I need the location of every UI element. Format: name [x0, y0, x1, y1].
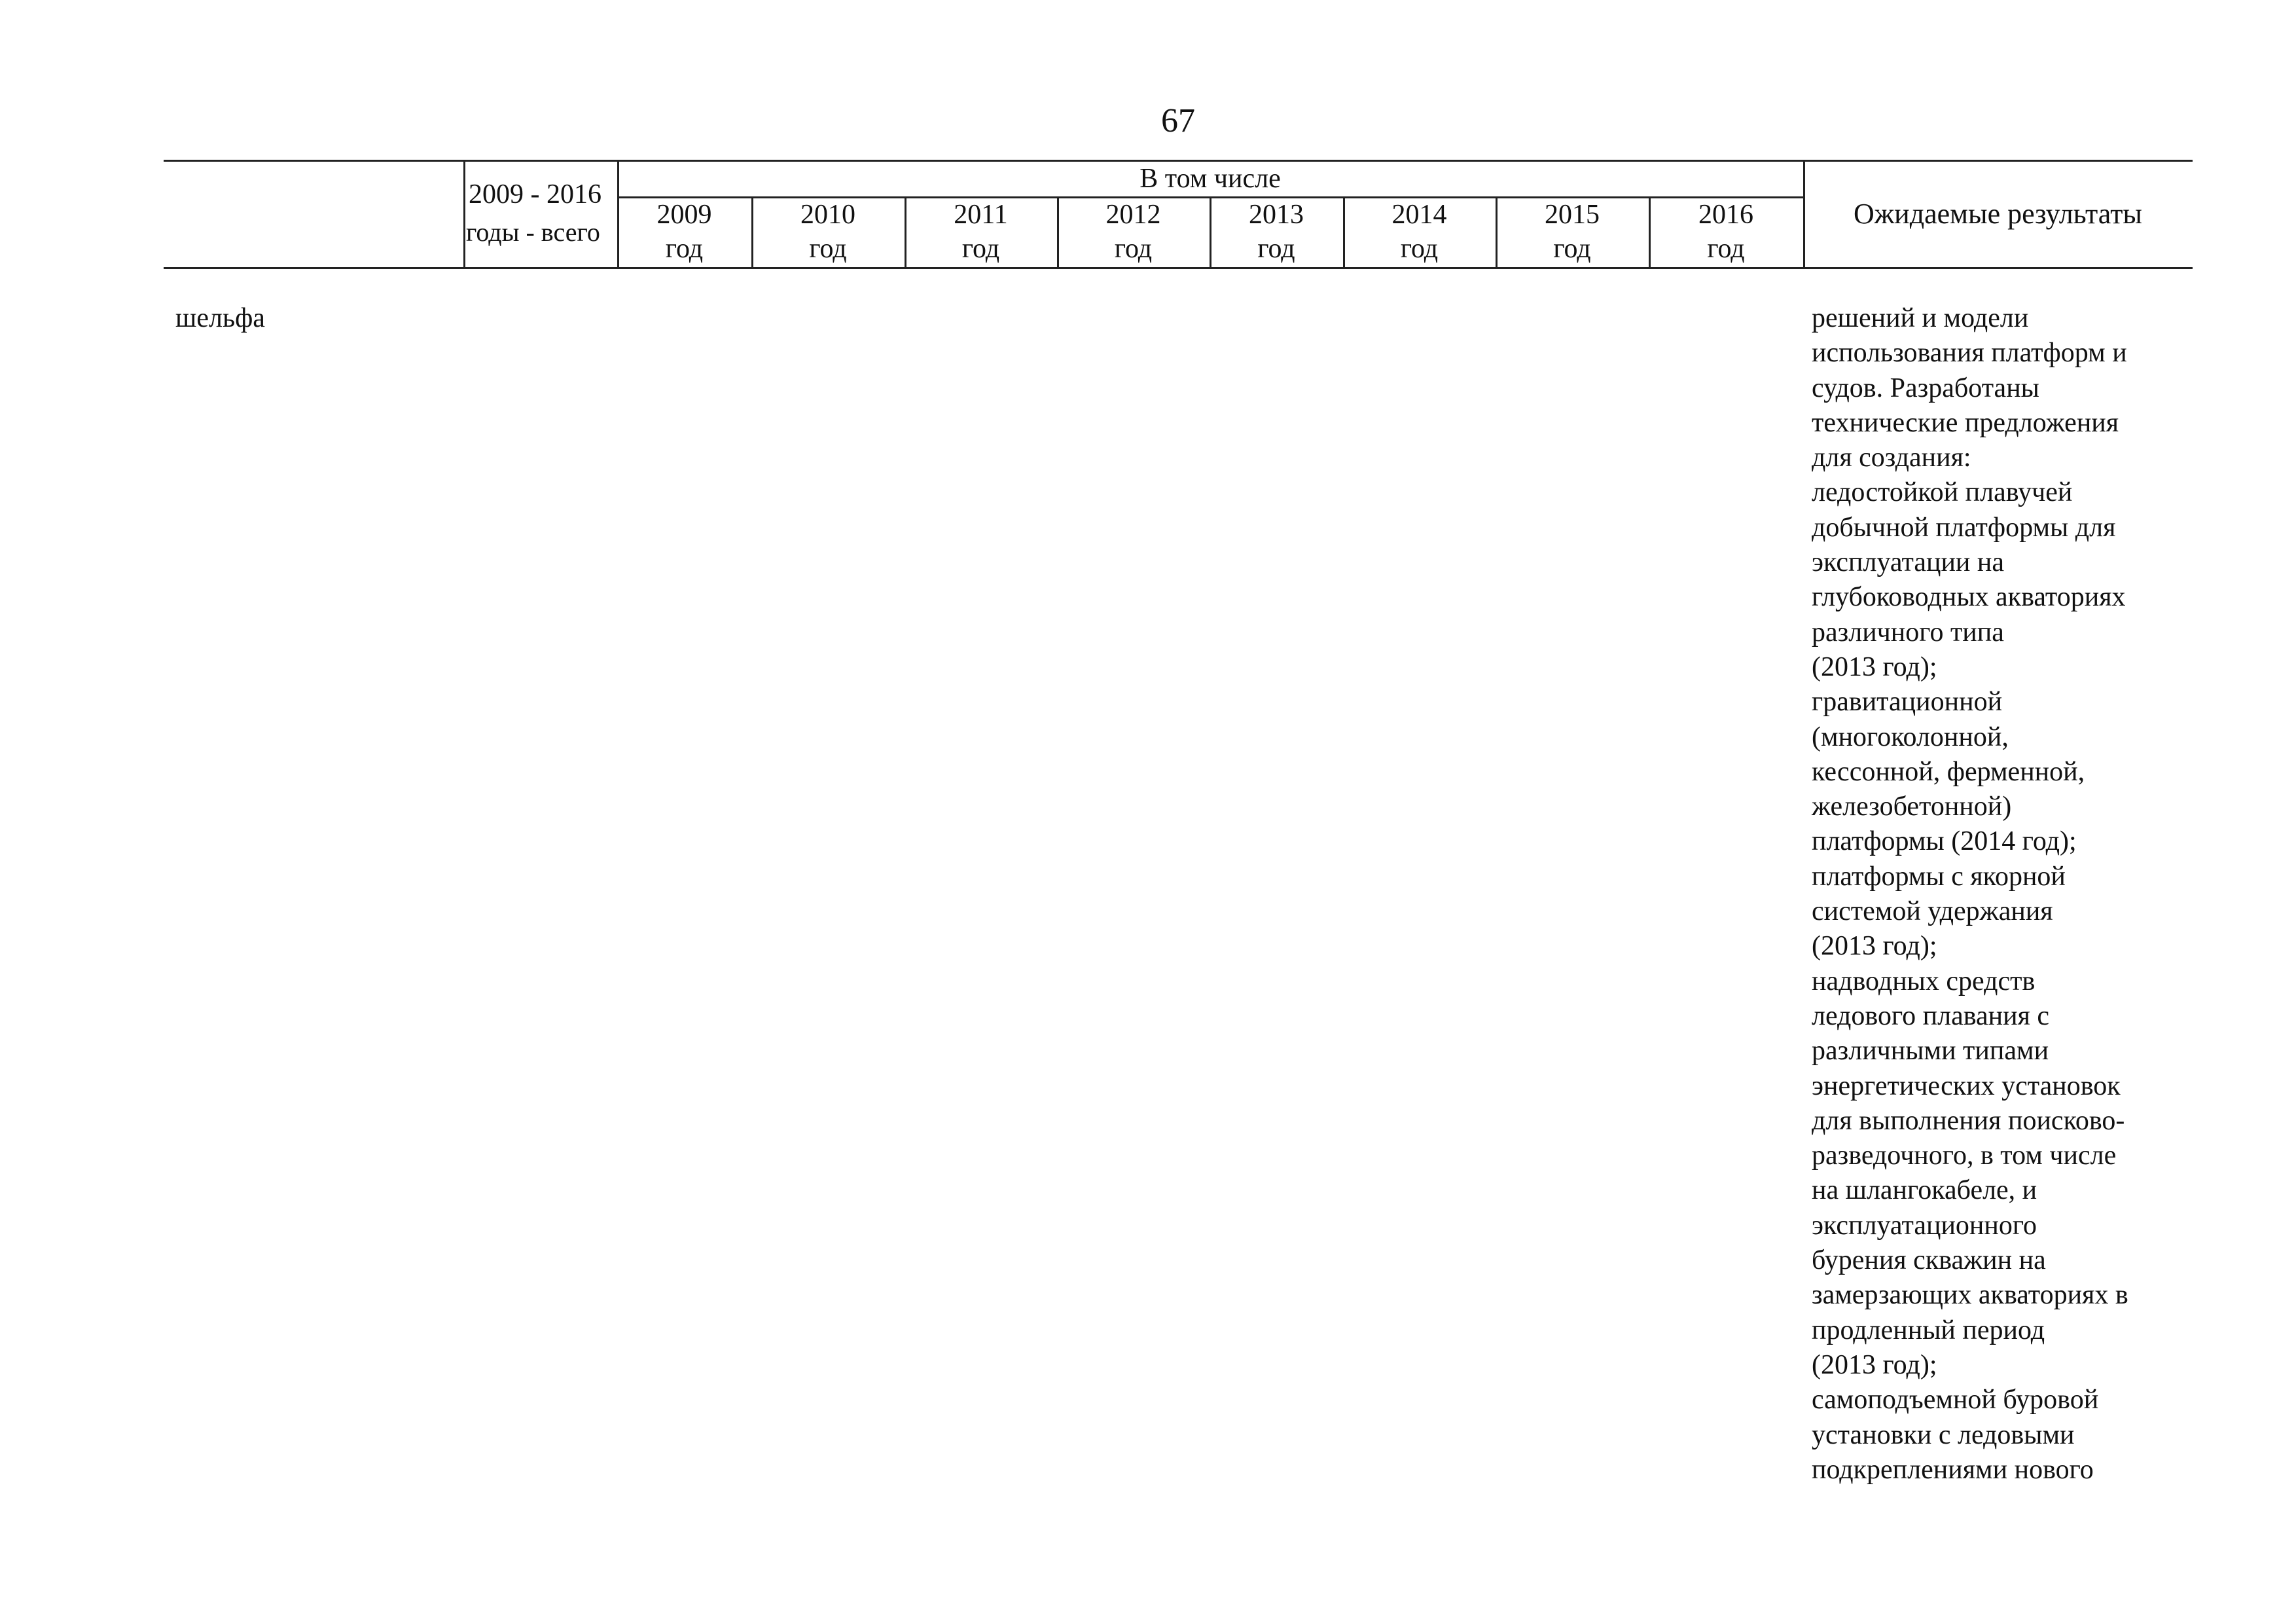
year-2012: 2012 — [1105, 200, 1161, 230]
expected-results-text — [1812, 301, 2178, 1487]
results-line: бурения скважин на — [1812, 1245, 2046, 1276]
results-line: для создания: — [1812, 443, 1971, 473]
year-2011: 2011 — [954, 200, 1008, 230]
year-2015: 2015 — [1545, 200, 1600, 230]
results-line: решений и модели — [1812, 303, 2029, 333]
year-2009-unit: год — [665, 234, 704, 264]
year-2013-unit: год — [1257, 234, 1295, 264]
results-line: добычной платформы для — [1812, 512, 2116, 543]
results-line: ледостойкой плавучей — [1812, 477, 2073, 508]
results-line: энергетических установок — [1812, 1070, 2121, 1101]
year-2012-unit: год — [1114, 234, 1153, 264]
years-group-label: В том числе — [1139, 164, 1281, 194]
results-line: технические предложения — [1812, 407, 2119, 438]
col-divider — [463, 160, 465, 267]
results-line: разведочного, в том числе — [1812, 1140, 2117, 1171]
results-line: железобетонной) — [1812, 792, 2012, 822]
results-line: подкреплениями нового — [1812, 1454, 2094, 1485]
results-line: различного типа — [1812, 617, 2004, 647]
total-years-sublabel: годы - всего — [466, 217, 600, 247]
results-line: (многоколонной, — [1812, 721, 2009, 752]
results-line: использования платформ и — [1812, 338, 2127, 369]
results-line: глубоководных акваториях — [1812, 582, 2126, 613]
results-line: платформы (2014 год); — [1812, 826, 2077, 857]
results-line: системой удержания — [1812, 896, 2053, 927]
results-line: ледового плавания с — [1812, 1000, 2050, 1031]
total-years-label: 2009 - 2016 — [469, 179, 601, 210]
results-line: (2013 год); — [1812, 1349, 1937, 1380]
year-2015-unit: год — [1553, 234, 1591, 264]
results-line: на шлангокабеле, и — [1812, 1175, 2037, 1206]
table-top-rule — [164, 160, 2193, 162]
year-2013: 2013 — [1249, 200, 1304, 230]
year-2010-unit: год — [809, 234, 847, 264]
year-2016-unit: год — [1707, 234, 1745, 264]
results-line: (2013 год); — [1812, 651, 1937, 682]
results-line: (2013 год); — [1812, 931, 1937, 962]
year-2014: 2014 — [1391, 200, 1447, 230]
page-number: 67 — [1161, 102, 1195, 139]
year-2011-unit: год — [961, 234, 1000, 264]
expected-results-header: Ожидаемые результаты — [1854, 198, 2142, 230]
results-line: различными типами — [1812, 1036, 2049, 1067]
year-2014-unit: год — [1400, 234, 1439, 264]
year-2009: 2009 — [656, 200, 712, 230]
results-line: самоподъемной буровой — [1812, 1385, 2099, 1415]
results-line: кессонной, ферменной, — [1812, 756, 2085, 787]
results-line: платформы с якорной — [1812, 861, 2066, 892]
table-header-bottom-rule — [164, 267, 2193, 269]
results-line: эксплуатации на — [1812, 547, 2005, 578]
row-label: шельфа — [175, 303, 265, 333]
year-2016: 2016 — [1698, 200, 1753, 230]
results-line: надводных средств — [1812, 966, 2036, 996]
results-line: замерзающих акваториях в — [1812, 1280, 2128, 1311]
results-line: эксплуатационного — [1812, 1210, 2037, 1241]
results-line: судов. Разработаны — [1812, 373, 2039, 403]
results-line: установки с ледовыми — [1812, 1419, 2075, 1450]
results-line: для выполнения поисково- — [1812, 1105, 2125, 1136]
results-line: продленный период — [1812, 1315, 2045, 1345]
results-line: гравитационной — [1812, 687, 2003, 718]
year-2010: 2010 — [800, 200, 855, 230]
